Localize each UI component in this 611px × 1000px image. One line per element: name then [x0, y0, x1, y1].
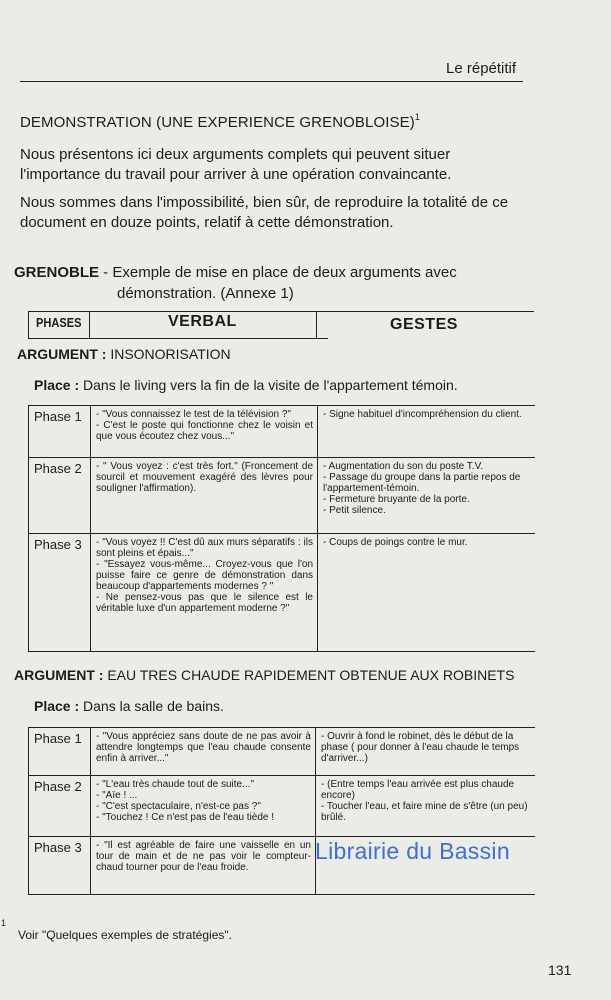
footnote-reference: 1: [414, 112, 420, 122]
column-header-gestes: GESTES: [390, 316, 458, 333]
verbal-cell: - "Vous connaissez le test de la télévision ?" - C'est le poste qui fonctionne chez le voisin et que vous écoutez chez vous...": [91, 406, 318, 458]
place-text: Dans la salle de bains.: [79, 698, 224, 714]
footnote-text: Voir "Quelques exemples de stratégies".: [18, 928, 232, 942]
table-row: [29, 534, 535, 652]
gestes-cell: - Ouvrir à fond le robinet, dès le début de la phase ( pour donner à l'eau chaude le temps d'arriver...): [316, 728, 535, 776]
table-header-divider: [89, 311, 90, 339]
footnote: [1, 918, 232, 942]
argument-table-insonorisation: [28, 405, 535, 652]
table-header-divider: [316, 311, 317, 339]
phase-cell: Phase 3: [29, 837, 91, 895]
argument-title: INSONORISATION: [106, 346, 231, 362]
argument-table-eau-chaude: [28, 727, 535, 895]
argument-title: EAU TRES CHAUDE RAPIDEMENT OBTENUE AUX ROBINETS: [103, 667, 515, 683]
phase-cell: Phase 1: [29, 406, 91, 458]
section-title: [20, 114, 420, 131]
gestes-cell: - Coups de poings contre le mur.: [318, 534, 535, 652]
verbal-cell: - "Il est agréable de faire une vaisselle en un tour de main et de ne pas voir le compteur-chaud tourner pour de l'eau froide.: [91, 837, 316, 895]
phase-cell: Phase 2: [29, 776, 91, 837]
gestes-cell: - (Entre temps l'eau arrivée est plus chaude encore) - Toucher l'eau, et faire mine de s'être (un peu) brûlé.: [316, 776, 535, 837]
grenoble-line-2: démonstration. (Annexe 1): [117, 285, 294, 302]
argument-heading: [17, 346, 231, 362]
argument-label: ARGUMENT :: [14, 667, 104, 683]
grenoble-label: GRENOBLE: [14, 264, 100, 281]
verbal-cell: - "Vous appréciez sans doute de ne pas avoir à attendre longtemps que l'eau chaude consente enfin à arriver...": [91, 728, 316, 776]
verbal-cell: - "Vous voyez !! C'est dû aux murs séparatifs : ils sont pleins et épais..." - "Essayez vous-même... Croyez-vous que l'on puisse faire ce genre de démonstration dans beaucoup d'appartements modernes ? " - Ne pensez-vous pas que le silence est le véritable luxe d'un appartement moderne ?": [91, 534, 318, 652]
footnote-marker: 1: [1, 918, 7, 928]
place-text: Dans le living vers la fin de la visite de l'appartement témoin.: [79, 377, 458, 393]
column-header-verbal: VERBAL: [168, 313, 237, 330]
table-header-bottom-rule: [28, 338, 328, 339]
header-rule: [20, 81, 523, 82]
place-label: Place :: [34, 377, 80, 393]
verbal-cell: - "L'eau très chaude tout de suite..." - "Aïe ! ... - "C'est spectaculaire, n'est-ce pas ?" - "Touchez ! Ce n'est pas de l'eau tiède !: [91, 776, 316, 837]
grenoble-line-1: - Exemple de mise en place de deux arguments avec: [99, 264, 457, 281]
table-header-top-rule: [28, 311, 534, 312]
grenoble-heading: [14, 262, 457, 304]
table-row: [29, 728, 535, 776]
running-head: Le répétitif: [446, 60, 517, 77]
intro-paragraph: Nous présentons ici deux arguments complets qui peuvent situer l'importance du travail pour arriver à une opération convaincante.: [20, 146, 452, 183]
argument-heading: [14, 667, 514, 683]
table-row: [29, 458, 535, 534]
place-label: Place :: [34, 698, 80, 714]
table-header-divider: [28, 311, 29, 339]
table-row: [29, 776, 535, 837]
verbal-cell: - " Vous voyez : c'est très fort." (Froncement de sourcil et mouvement exagéré des lèvres pour souligner l'affirmation).: [91, 458, 318, 534]
intro-paragraph: Nous sommes dans l'impossibilité, bien sûr, de reproduire la totalité de ce document en douze points, relatif à cette démonstration.: [20, 194, 509, 231]
phase-cell: Phase 3: [29, 534, 91, 652]
column-header-phases: PHASES: [36, 315, 82, 330]
section-title-text: DEMONSTRATION (UNE EXPERIENCE GRENOBLOISE): [20, 114, 415, 131]
gestes-cell: - Augmentation du son du poste T.V. - Passage du groupe dans la partie repos de l'appartement-témoin. - Fermeture bruyante de la porte. - Petit silence.: [318, 458, 535, 534]
table-row: [29, 406, 535, 458]
phase-cell: Phase 1: [29, 728, 91, 776]
phase-cell: Phase 2: [29, 458, 91, 534]
page-number: 131: [548, 962, 572, 978]
place-line: [34, 698, 224, 714]
gestes-cell: - Signe habituel d'incompréhension du client.: [318, 406, 535, 458]
watermark: Librairie du Bassin: [315, 838, 510, 864]
argument-label: ARGUMENT :: [17, 346, 107, 362]
place-line: [34, 377, 458, 393]
